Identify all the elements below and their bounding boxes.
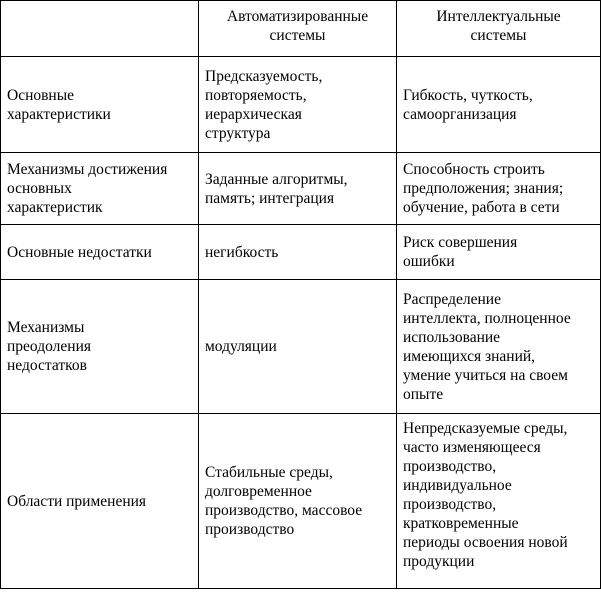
row-label: Механизмы достижения основных характеристик [1,153,199,225]
header-intelligent-systems: Интеллектуальные системы [397,1,601,57]
header-corner-cell [1,1,199,57]
row-label: Механизмы преодоления недостатков [1,280,199,414]
header-row [1,1,601,57]
automated-cell: негибкость [199,225,397,280]
intelligent-cell: Гибкость, чуткость, самоорганизация [397,57,601,153]
intelligent-cell: Распределение интеллекта, полноценное использование имеющихся знаний, умение учиться на своем опыте [397,280,601,414]
automated-cell: Предсказуемость, повторяемость, иерархическая структура [199,57,397,153]
row-label: Основные характеристики [1,57,199,153]
table-row [1,280,601,414]
table-row [1,225,601,280]
row-label: Основные недостатки [1,225,199,280]
automated-cell: Заданные алгоритмы, память; интеграция [199,153,397,225]
header-automated-systems: Автоматизированные системы [199,1,397,57]
table-row [1,57,601,153]
intelligent-cell: Непредсказуемые среды, часто изменяющееся производство, индивидуальное производство, кратковременные периоды освоения новой продукции [397,414,601,589]
table-row [1,153,601,225]
automated-cell: Стабильные среды, долговременное производство, массовое производство [199,414,397,589]
row-label: Области применения [1,414,199,589]
intelligent-cell: Способность строить предположения; знания; обучение, работа в сети [397,153,601,225]
automated-cell: модуляции [199,280,397,414]
table-row [1,414,601,589]
intelligent-cell: Риск совершения ошибки [397,225,601,280]
